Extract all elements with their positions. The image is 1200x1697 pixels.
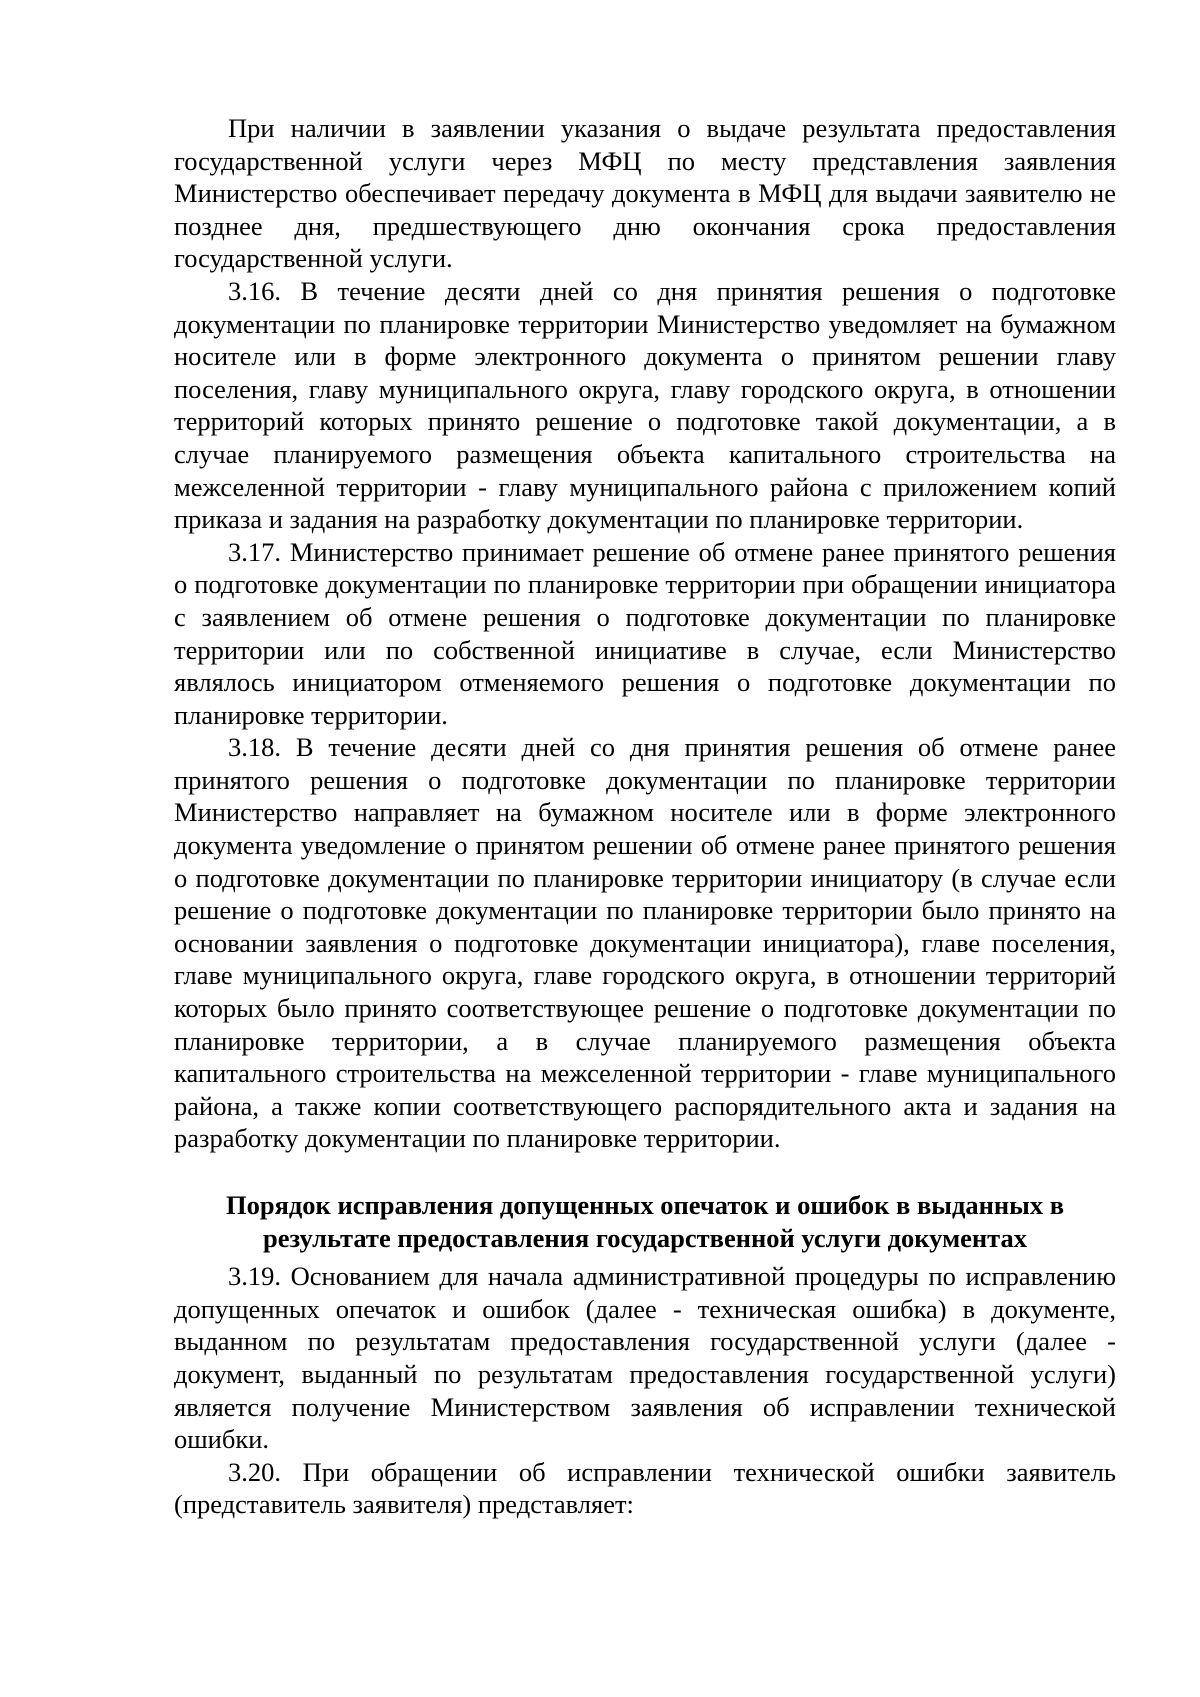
section-heading-line-2: результате предоставления государственной услуги документах — [262, 1222, 1028, 1253]
paragraph-3-16: 3.16. В течение десяти дней со дня принятия решения о подготовке документации по планировке территории Министерство уведомляет на бумажном носителе или в форме электронного документа о принятом решении главу поселения, главу муниципального округа, главу городского округа, в отношении территорий которых принято решение о подготовке такой документации, а в случае планируемого размещения объекта капитального строительства на межселенной территории - главу муниципального района с приложением копий приказа и задания на разработку документации по планировке территории. — [174, 275, 1116, 535]
paragraph-3-20: 3.20. При обращении об исправлении технической ошибки заявитель (представитель заявителя) представляет: — [174, 1456, 1116, 1520]
paragraph-mfc-delivery: При наличии в заявлении указания о выдаче результата предоставления государственной услуги через МФЦ по месту представления заявления Министерство обеспечивает передачу документа в МФЦ для выдачи заявителю не позднее дня, предшествующего дню окончания срока предоставления государственной услуги. — [174, 113, 1116, 274]
document-page — [174, 112, 1116, 1521]
paragraph-3-18: 3.18. В течение десяти дней со дня принятия решения об отмене ранее принятого решения о подготовке документации по планировке территории Министерство направляет на бумажном носителе или в форме электронного документа уведомление о принятом решении об отмене ранее принятого решения о подготовке документации по планировке территории инициатору (в случае если решение о подготовке документации по планировке территории было принято на основании заявления о подготовке документации инициатора), главе поселения, главе муниципального округа, главе городского округа, в отношении территорий которых было принято соответствующее решение о подготовке документации по планировке территории, а в случае планируемого размещения объекта капитального строительства на межселенной территории - главе муниципального района, а также копии соответствующего распорядительного акта и задания на разработку документации по планировке территории. — [174, 732, 1116, 1154]
paragraph-3-19: 3.19. Основанием для начала административной процедуры по исправлению допущенных опечаток и ошибок (далее - техническая ошибка) в документе, выданном по результатам предоставления государственной услуги (далее - документ, выданный по результатам предоставления государственной услуги) является получение Министерством заявления об исправлении технической ошибки. — [174, 1261, 1116, 1455]
section-heading — [174, 1189, 1116, 1254]
section-heading-line-1: Порядок исправления допущенных опечаток и ошибок в выданных в — [225, 1190, 1065, 1220]
paragraph-3-17: 3.17. Министерство принимает решение об отмене ранее принятого решения о подготовке документации по планировке территории при обращении инициатора с заявлением об отмене решения о подготовке документации по планировке территории или по собственной инициативе в случае, если Министерство являлось инициатором отменяемого решения о подготовке документации по планировке территории. — [174, 536, 1116, 730]
